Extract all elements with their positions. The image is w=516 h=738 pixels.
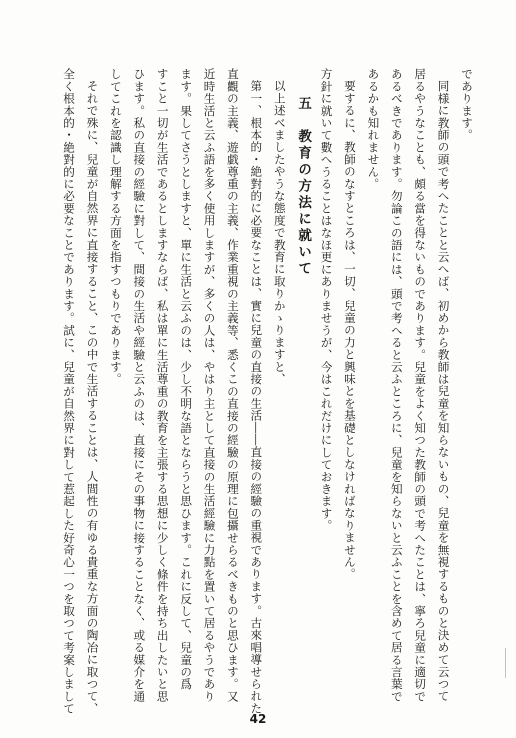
section-heading: 五 教育の方法に就いて (295, 96, 312, 278)
text-line: あるかも知れません。 (366, 68, 381, 190)
text-line: あるべきであります。勿論この語には、頭で考へると云ふところに、兒童を知らないと云ふことを含めて居る言葉で (389, 68, 404, 703)
text-line: 方針に就いて數へうることはなほ更にありませうが、今はこれだけにしておきます。 (319, 68, 334, 532)
text-line: してこれを認識し理解する方面を指すつもりであります。 (108, 68, 123, 386)
text-line: ひます。私の直接の經驗に對して、間接の生活や經驗と云ふのは、直接にその事物に接することなく、或る媒介を通 (132, 68, 147, 703)
text-line: 居るやうなことも、頗る當を得ないものであります。兒童をよく知つた教師の頭で考へたことは、寧ろ兒童に適切で (413, 68, 428, 703)
text-line: ます。果してさうとしますと、單に生活と云ふのは、少し不明な語とならうと思ひます。これに反して、兒童の爲 (179, 68, 194, 691)
vertical-text-block (57, 68, 478, 715)
text-line: 直觀の主義、遊戯尊重の主義、作業重視の主義等、悉くこの直接の經驗の原理に包攝せらるべきものと思ひます。又 (225, 68, 240, 703)
page-number: 42 (249, 712, 267, 726)
text-line: 近時生活と云ふ語を多く使用しますが、多くの人は、やはり主として直接の生活經驗に力點を置いて居るやうであり (202, 68, 217, 703)
text-line: すこと一切が生活であるとしますならば、私は單に生活尊重の教育を主張する思想に少しく條件を持ち出したいと思 (155, 68, 170, 703)
text-line: それで殊に、兒童が自然界に直接すること、この中で生活することは、人間性の有ゆる貴重な方面の陶冶に取つて、 (85, 79, 100, 714)
text-line: 第一、根本的・絶對的に必要なことは、實に兒童の直接の生活――直接の經驗の重視であります。古來唱導せられた (249, 79, 264, 714)
text-line: であります。 (460, 68, 474, 142)
text-line: 同様に教師の頭で考へたことと云へば、初めから教師は兒童を知らないもの、兒童を無視するものと決めて云つて (436, 79, 451, 702)
text-line: 要するに、教師のなすところは、一切、兒童の力と興味とを基礎としなければなりません。 (342, 79, 357, 580)
text-line: 以上述べましたやうな態度で教育に取りかゝりますと、 (272, 79, 287, 385)
text-line: 全く根本的・絶對的に必要なことであります。試に、兒童が自然界に對して惹起した好奇心一つを取つて考案しまして (62, 68, 77, 715)
margin-mark (505, 648, 506, 678)
